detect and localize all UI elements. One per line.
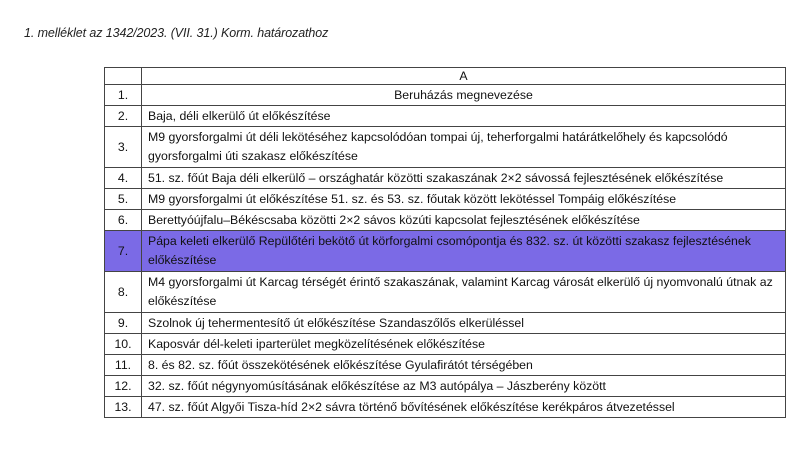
row-number: 5. xyxy=(105,189,142,210)
project-table xyxy=(104,67,786,418)
corner-cell xyxy=(105,68,142,85)
table-row xyxy=(105,189,786,210)
row-number: 7. xyxy=(105,231,142,272)
project-name: Kaposvár dél-keleti iparterület megközelítésének előkészítése xyxy=(142,334,786,355)
column-title: Beruházás megnevezése xyxy=(142,85,786,106)
row-number: 10. xyxy=(105,334,142,355)
row-number: 9. xyxy=(105,313,142,334)
table-row xyxy=(105,272,786,313)
table-row xyxy=(105,313,786,334)
column-letter-row xyxy=(105,68,786,85)
row-number: 12. xyxy=(105,376,142,397)
project-name: Pápa keleti elkerülő Repülőtéri bekötő út körforgalmi csomópontja és 832. sz. út közötti szakasz fejlesztésének előkészítése xyxy=(142,231,786,272)
column-letter: A xyxy=(142,68,786,85)
project-name: Berettyóújfalu–Békéscsaba közötti 2×2 sávos közúti kapcsolat fejlesztésének előkészítése xyxy=(142,210,786,231)
table-row xyxy=(105,168,786,189)
table-row xyxy=(105,376,786,397)
table-row xyxy=(105,397,786,418)
project-name: 47. sz. főút Algyői Tisza-híd 2×2 sávra történő bővítésének előkészítése kerékpáros átvezetéssel xyxy=(142,397,786,418)
row-number: 11. xyxy=(105,355,142,376)
table-row xyxy=(105,210,786,231)
project-name: M9 gyorsforgalmi út déli lekötéséhez kapcsolódóan tompai új, teherforgalmi határátkelőhely és kapcsolódó gyorsforgalmi úti szakasz előkészítése xyxy=(142,127,786,168)
project-name: 32. sz. főút négynyomúsításának előkészítése az M3 autópálya – Jászberény között xyxy=(142,376,786,397)
page-bottom-edge xyxy=(0,446,800,450)
table-row xyxy=(105,127,786,168)
project-name: M9 gyorsforgalmi út előkészítése 51. sz. és 53. sz. főutak között lekötéssel Tompáig előkészítése xyxy=(142,189,786,210)
row-number: 8. xyxy=(105,272,142,313)
project-name: M4 gyorsforgalmi út Karcag térségét érintő szakaszának, valamint Karcag városát elkerülő új nyomvonalú útnak az előkészítése xyxy=(142,272,786,313)
project-name: Szolnok új tehermentesítő út előkészítése Szandaszőlős elkerüléssel xyxy=(142,313,786,334)
project-name: 51. sz. főút Baja déli elkerülő – országhatár közötti szakaszának 2×2 sávossá fejlesztésének előkészítése xyxy=(142,168,786,189)
project-name: Baja, déli elkerülő út előkészítése xyxy=(142,106,786,127)
table-row xyxy=(105,106,786,127)
project-name: 8. és 82. sz. főút összekötésének előkészítése Gyulafirátót térségében xyxy=(142,355,786,376)
table-row xyxy=(105,334,786,355)
row-number: 1. xyxy=(105,85,142,106)
table-row-highlighted xyxy=(105,231,786,272)
table-row xyxy=(105,355,786,376)
header-row xyxy=(105,85,786,106)
row-number: 6. xyxy=(105,210,142,231)
annex-caption: 1. melléklet az 1342/2023. (VII. 31.) Korm. határozathoz xyxy=(24,26,329,40)
row-number: 4. xyxy=(105,168,142,189)
row-number: 2. xyxy=(105,106,142,127)
row-number: 13. xyxy=(105,397,142,418)
row-number: 3. xyxy=(105,127,142,168)
